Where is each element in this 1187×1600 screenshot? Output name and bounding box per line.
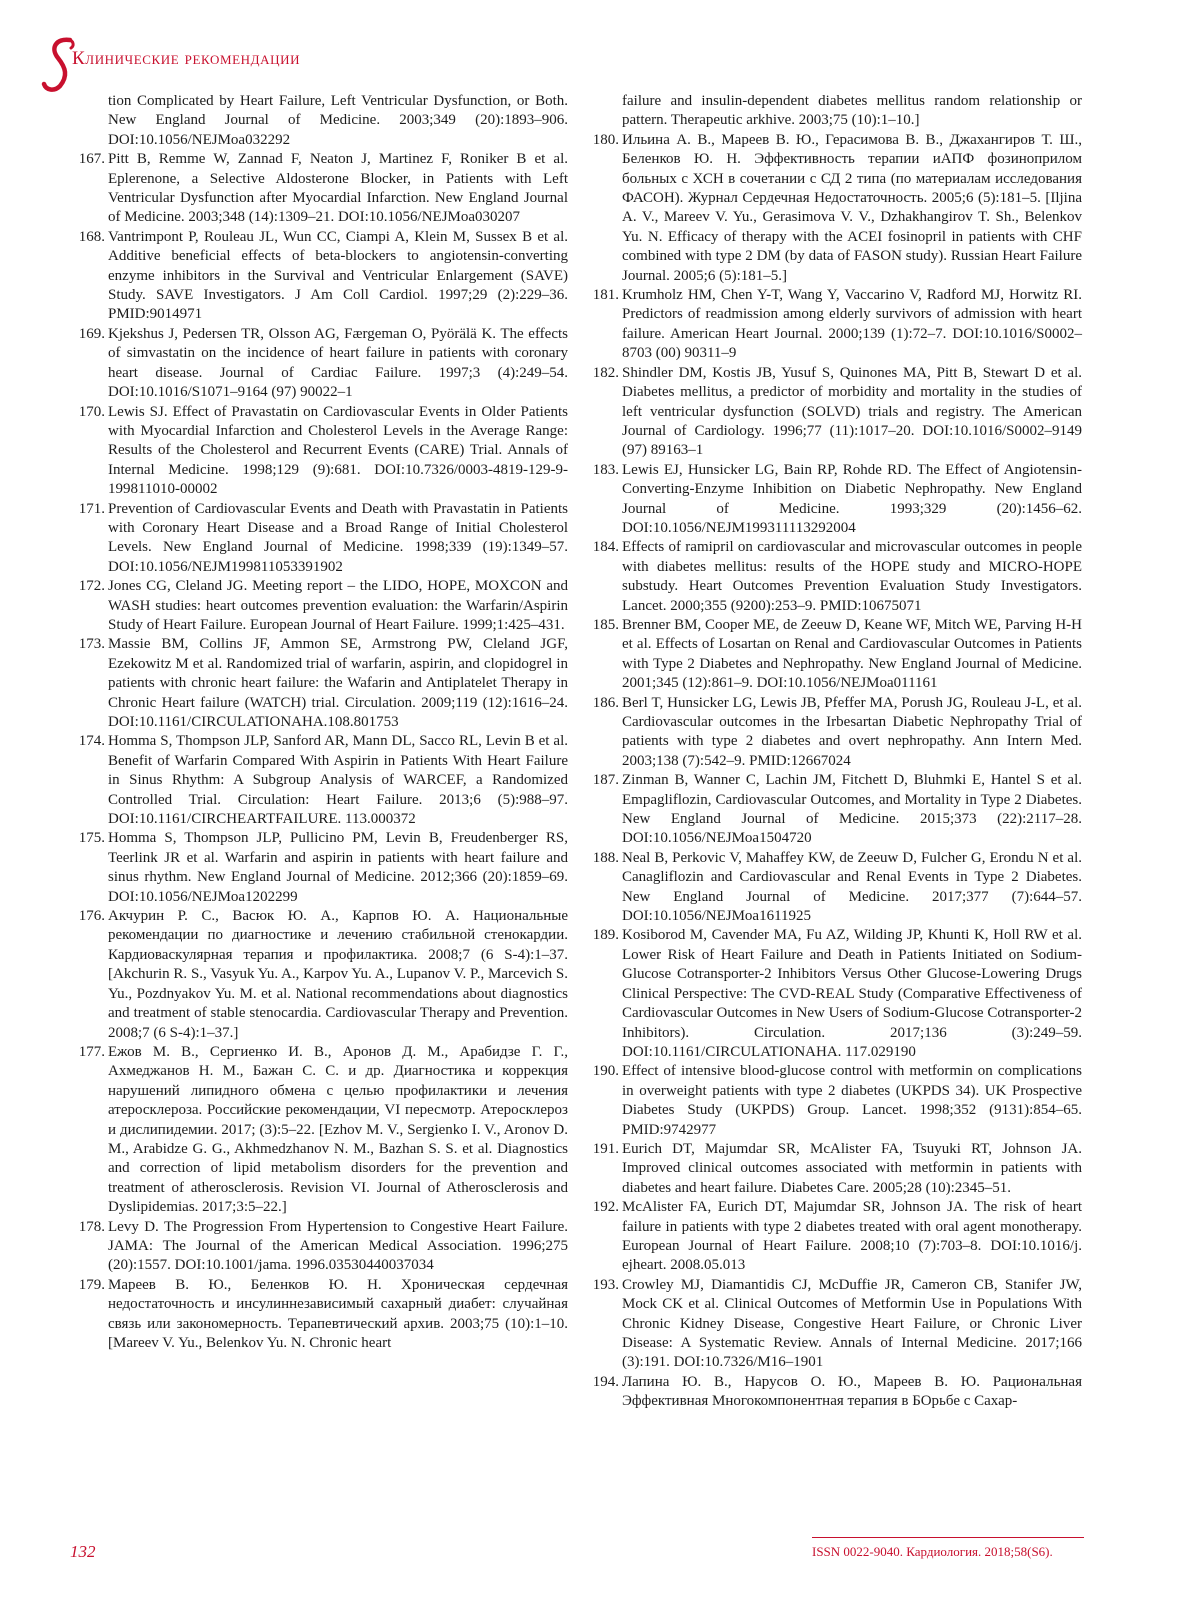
reference-item: [592, 694, 1082, 772]
reference-number: 178.: [78, 1218, 105, 1235]
reference-text: Kjekshus J, Pedersen TR, Olsson AG, Færgeman O, Pyörälä K. The effects of simvastatin on the incidence of heart failure in patients with coronary heart disease. Journal of Cardiac Failure. 1997;3 (4):249–54. DOI:10.1016/S1071–9164 (97) 90022–1: [108, 325, 568, 401]
page-header: [40, 34, 1140, 94]
page-footer: [0, 1510, 1187, 1570]
reference-text: Eurich DT, Majumdar SR, McAlister FA, Tsuyuki RT, Johnson JA. Improved clinical outcomes associated with metformin in patients with diabetes and heart failure. Diabetes Care. 2005;28 (10):2345–51.: [622, 1140, 1082, 1196]
left-reference-column: [78, 92, 568, 1353]
reference-number: 177.: [78, 1043, 105, 1060]
reference-number: 192.: [592, 1199, 619, 1216]
reference-text: Kosiborod M, Cavender MA, Fu AZ, Wilding JP, Khunti K, Holl RW et al. Lower Risk of Heart Failure and Death in Patients Initiated on Sodium-Glucose Cotransporter-2 Inhibitors Versus Other Glucose-Lowering Drugs Clinical Perspective: The CVD-REAL Study (Comparative Effectiveness of Cardiovascular Outcomes in New Users of Sodium-Glucose Cotransporter-2 Inhibitors). Circulation. 2017;136 (3):249–59. DOI:10.1161/CIRCULATIONAHA. 117.029190: [622, 927, 1083, 1060]
reference-number: 169.: [78, 325, 105, 342]
section-title: Клинические рекомендации: [72, 48, 301, 69]
reference-number: 191.: [592, 1140, 619, 1157]
reference-number: 188.: [592, 849, 619, 866]
reference-item: [592, 364, 1082, 461]
reference-text: Homma S, Thompson JLP, Pullicino PM, Levin B, Freudenberger RS, Teerlink JR et al. Warfarin and aspirin in patients with heart failure and sinus rhythm. New England Journal of Medicine. 2012;366 (20):1859–69. DOI:10.1056/NEJMoa1202299: [108, 830, 568, 905]
reference-text: Lewis SJ. Effect of Pravastatin on Cardiovascular Events in Older Patients with Myocardial Infarction and Cholesterol Levels in the Average Range: Results of the Cholesterol and Recurrent Events (CARE) Trial. Annals of Internal Medicine. 1998;129 (9):681. DOI:10.7326/0003-4819-129-9-199811010-00002: [108, 403, 568, 498]
reference-text: Shindler DM, Kostis JB, Yusuf S, Quinones MA, Pitt B, Stewart D et al. Diabetes mellitus, a predictor of morbidity and mortality in the studies of left ventricular dysfunction (SOLVD) trials and registry. The American Journal of Cardiology. 1996;77 (11):1017–20. DOI:10.1016/S0002–9149 (97) 89163–1: [622, 364, 1082, 459]
reference-number: 189.: [592, 927, 619, 944]
reference-text: Krumholz HM, Chen Y-T, Wang Y, Vaccarino V, Radford MJ, Horwitz RI. Predictors of readmission among elderly survivors of admission with heart failure. American Heart Journal. 2000;139 (1):72–7. DOI:10.1016/S0002–8703 (00) 90311–9: [622, 287, 1082, 362]
reference-item: [78, 829, 568, 907]
reference-number: 179.: [78, 1276, 105, 1293]
reference-item: [78, 228, 568, 325]
reference-number: 172.: [78, 578, 105, 595]
reference-item: [592, 286, 1082, 364]
reference-number: 171.: [78, 500, 105, 517]
reference-item: [592, 1140, 1082, 1198]
reference-number: 194.: [592, 1373, 619, 1390]
reference-text: Homma S, Thompson JLP, Sanford AR, Mann DL, Sacco RL, Levin B et al. Benefit of Warfarin Compared With Aspirin in Patients With Heart Failure in Sinus Rhythm: A Subgroup Analysis of WARCEF, a Randomized Controlled Trial. Circulation: Heart Failure. 2013;6 (5):988–97. DOI:10.1161/CIRCHEARTFAILURE. 113.000372: [108, 733, 568, 828]
reference-number: 183.: [592, 461, 619, 478]
reference-item: [592, 131, 1082, 286]
reference-item: [78, 1043, 568, 1218]
reference-text: Акчурин Р. С., Васюк Ю. А., Карпов Ю. А. Национальные рекомендации по диагностике и лечению стабильной стенокардии. Кардиоваскулярная терапия и профилактика. 2008;7 (6 S-4):1–37. [Akchurin R. S., Vasyuk Yu. A., Karpov Yu. A., Lupanov V. P., Marcevich S. Yu., Pozdnyakov Yu. M. et al. National recommendations about diagnostics and treatment of stable stenocardia. Cardiovascular Therapy and Prevention. 2008;7 (6 S-4):1–37.]: [108, 908, 568, 1041]
reference-item: [592, 1276, 1082, 1373]
reference-text: Neal B, Perkovic V, Mahaffey KW, de Zeeuw D, Fulcher G, Erondu N et al. Canagliflozin and Cardiovascular and Renal Events in Type 2 Diabetes. New England Journal of Medicine. 2017;377 (7):644–57. DOI:10.1056/NEJMoa1611925: [622, 849, 1082, 925]
reference-item: [592, 1198, 1082, 1276]
reference-text: Prevention of Cardiovascular Events and Death with Pravastatin in Patients with Coronary Heart Disease and a Broad Range of Initial Cholesterol Levels. New England Journal of Medicine. 1998;339 (19):1349–57. DOI:10.1056/NEJM199811053391902: [108, 500, 568, 575]
reference-text: Ежов М. В., Сергиенко И. В., Аронов Д. М., Арабидзе Г. Г., Ахмеджанов Н. М., Бажан С. С. и др. Диагностика и коррекция нарушений липидного обмена с целью профилактики и лечения атеросклероза. Российские рекомендации, VI пересмотр. Атеросклероз и дислипидемии. 2017; (3):5–22. [Ezhov M. V., Sergienko I. V., Aronov D. M., Arabidze G. G., Akhmedzhanov N. M., Bazhan S. S. et al. Diagnostics and correction of lipid metabolism disorders for the prevention and treatment of atherosclerosis. Revision VI. Journal of Atherosclerosis and Dyslipidemias. 2017;3:5–22.]: [108, 1043, 568, 1216]
reference-text: Ильина А. В., Мареев В. Ю., Герасимова В. В., Джахангиров Т. Ш., Беленков Ю. Н. Эффективность терапии иАПФ фозиноприлом больных с ХСН в сочетании с СД 2 типа (по материалам исследования ФАСОН). Журнал Сердечная Недостаточность. 2005;6 (5):181–5. [Iljina A. V., Mareev V. Yu., Gerasimova V. V., Dzhakhangirov T. Sh., Belenkov Yu. N. Efficacy of therapy with the ACEI fosinopril in patients with CHF combined with type 2 DM (by data of FASON study). Russian Heart Failure Journal. 2005;6 (5):181–5.]: [622, 131, 1082, 284]
reference-text: Crowley MJ, Diamantidis CJ, McDuffie JR, Cameron CB, Stanifer JW, Mock CK et al. Clinical Outcomes of Metformin Use in Populations With Chronic Kidney Disease, Congestive Heart Failure, or Chronic Liver Disease: A Systematic Review. Annals of Internal Medicine. 2017;166 (3):191. DOI:10.7326/M16–1901: [622, 1276, 1082, 1371]
reference-item: [592, 538, 1082, 616]
reference-item: [78, 150, 568, 228]
reference-number: 193.: [592, 1276, 619, 1293]
reference-text: Zinman B, Wanner C, Lachin JM, Fitchett D, Bluhmki E, Hantel S et al. Empagliflozin, Cardiovascular Outcomes, and Mortality in Type 2 Diabetes. New England Journal of Medicine. 2015;373 (22):2117–28. DOI:10.1056/NEJMoa1504720: [622, 772, 1082, 847]
reference-text: Massie BM, Collins JF, Ammon SE, Armstrong PW, Cleland JGF, Ezekowitz M et al. Randomized trial of warfarin, aspirin, and clopidogrel in patients with chronic heart failure: the Wafarin and Antiplatelet Therapy in Chronic Heart failure (WATCH) trial. Circulation. 2009;119 (12):1616–24. DOI:10.1161/CIRCULATIONAHA.108.801753: [108, 636, 568, 730]
reference-item: [592, 771, 1082, 849]
reference-number: 185.: [592, 616, 619, 633]
reference-number: 173.: [78, 636, 105, 653]
reference-item: [592, 849, 1082, 927]
right-reference-column: [592, 92, 1083, 1412]
reference-item: [108, 92, 568, 150]
reference-text: failure and insulin-dependent diabetes mellitus random relationship or pattern. Therapeutic arkhive. 2003;75 (10):1–10.]: [622, 93, 1082, 129]
reference-item: [78, 325, 568, 403]
reference-number: 181.: [592, 287, 619, 304]
reference-number: 175.: [78, 830, 105, 847]
reference-number: 190.: [592, 1063, 619, 1080]
reference-number: 182.: [592, 364, 619, 381]
reference-text: Vantrimpont P, Rouleau JL, Wun CC, Ciampi A, Klein M, Sussex B et al. Additive beneficial effects of beta-blockers to angiotensin-converting enzyme inhibitors in the Survival and Ventricular Enlargement (SAVE) Study. SAVE Investigators. J Am Coll Cardiol. 1997;29 (2):229–36. PMID:9014971: [108, 228, 568, 323]
reference-text: Berl T, Hunsicker LG, Lewis JB, Pfeffer MA, Porush JG, Rouleau J-L, et al. Cardiovascular outcomes in the Irbesartan Diabetic Nephropathy Trial of patients with type 2 diabetes and overt nephropathy. Ann Intern Med. 2003;138 (7):542–9. PMID:12667024: [622, 694, 1082, 769]
reference-item: [78, 907, 568, 1043]
reference-number: 174.: [78, 733, 105, 750]
reference-text: tion Complicated by Heart Failure, Left Ventricular Dysfunction, or Both. New England Journal of Medicine. 2003;349 (20):1893–906. DOI:10.1056/NEJMoa032292: [108, 93, 568, 148]
reference-item: [78, 1218, 568, 1276]
footer-divider: [812, 1537, 1084, 1538]
reference-item: [78, 1276, 568, 1354]
reference-item: [592, 1373, 1082, 1412]
reference-item: [622, 92, 1082, 131]
reference-text: Levy D. The Progression From Hypertension to Congestive Heart Failure. JAMA: The Journal of the American Medical Association. 1996;275 (20):1557. DOI:10.1001/jama. 1996.03530440037034: [108, 1218, 568, 1274]
reference-number: 184.: [592, 539, 619, 556]
reference-item: [592, 461, 1082, 539]
reference-item: [78, 403, 568, 500]
reference-item: [592, 926, 1083, 1062]
reference-item: [78, 500, 568, 578]
reference-text: McAlister FA, Eurich DT, Majumdar SR, Johnson JA. The risk of heart failure in patients with type 2 diabetes treated with oral agent monotherapy. European Journal of Heart Failure. 2008;10 (7):703–8. DOI:10.1016/j. ejheart. 2008.05.013: [622, 1199, 1082, 1274]
reference-number: 168.: [78, 228, 105, 245]
reference-number: 187.: [592, 772, 619, 789]
reference-text: Pitt B, Remme W, Zannad F, Neaton J, Martinez F, Roniker B et al. Eplerenone, a Selective Aldosterone Blocker, in Patients with Left Ventricular Dysfunction after Myocardial Infarction. New England Journal of Medicine. 2003;348 (14):1309–21. DOI:10.1056/NEJMoa030207: [108, 151, 568, 226]
page-number: 132: [70, 1542, 96, 1561]
reference-text: Effects of ramipril on cardiovascular and microvascular outcomes in people with diabetes mellitus: results of the HOPE study and MICRO-HOPE substudy. Heart Outcomes Prevention Evaluation Study Investigators. Lancet. 2000;355 (9200):253–9. PMID:10675071: [622, 539, 1082, 614]
reference-number: 186.: [592, 694, 619, 711]
reference-text: Lewis EJ, Hunsicker LG, Bain RP, Rohde RD. The Effect of Angiotensin-Converting-Enzyme Inhibition on Diabetic Nephropathy. New England Journal of Medicine. 1993;329 (20):1456–62. DOI:10.1056/NEJM199311113292004: [622, 461, 1082, 536]
reference-text: Лапина Ю. В., Нарусов О. Ю., Мареев В. Ю. Рациональная Эффективная Многокомпонентная терапия в БОрьбе с Сахар-: [622, 1373, 1082, 1410]
reference-text: Мареев В. Ю., Беленков Ю. Н. Хроническая сердечная недостаточность и инсулиннезависимый сахарный диабет: случайная связь или закономерность. Терапевтический архив. 2003;75 (10):1–10. [Mareev V. Yu., Belenkov Yu. N. Chronic heart: [108, 1276, 568, 1351]
reference-number: 170.: [78, 403, 105, 420]
reference-text: Jones CG, Cleland JG. Meeting report – the LIDO, HOPE, MOXCON and WASH studies: heart outcomes prevention evaluation: the Warfarin/Aspirin Study of Heart Failure. European Journal of Heart Failure. 1999;1:425–431.: [108, 578, 568, 633]
reference-text: Brenner BM, Cooper ME, de Zeeuw D, Keane WF, Mitch WE, Parving H-H et al. Effects of Losartan on Renal and Cardiovascular Outcomes in Patients with Type 2 Diabetes and Nephropathy. New England Journal of Medicine. 2001;345 (12):861–9. DOI:10.1056/NEJMoa011161: [622, 616, 1082, 692]
reference-number: 167.: [78, 151, 105, 168]
reference-number: 176.: [78, 908, 105, 925]
reference-number: 180.: [592, 131, 619, 148]
reference-item: [592, 1062, 1082, 1140]
reference-item: [78, 635, 568, 732]
journal-citation: ISSN 0022-9040. Кардиология. 2018;58(S6).: [812, 1544, 1053, 1559]
reference-item: [78, 732, 568, 829]
reference-item: [592, 616, 1082, 694]
reference-text: Effect of intensive blood-glucose control with metformin on complications in overweight patients with type 2 diabetes (UKPDS 34). UK Prospective Diabetes Study (UKPDS) Group. Lancet. 1998;352 (9131):854–65. PMID:9742977: [622, 1063, 1082, 1138]
reference-item: [78, 577, 568, 635]
